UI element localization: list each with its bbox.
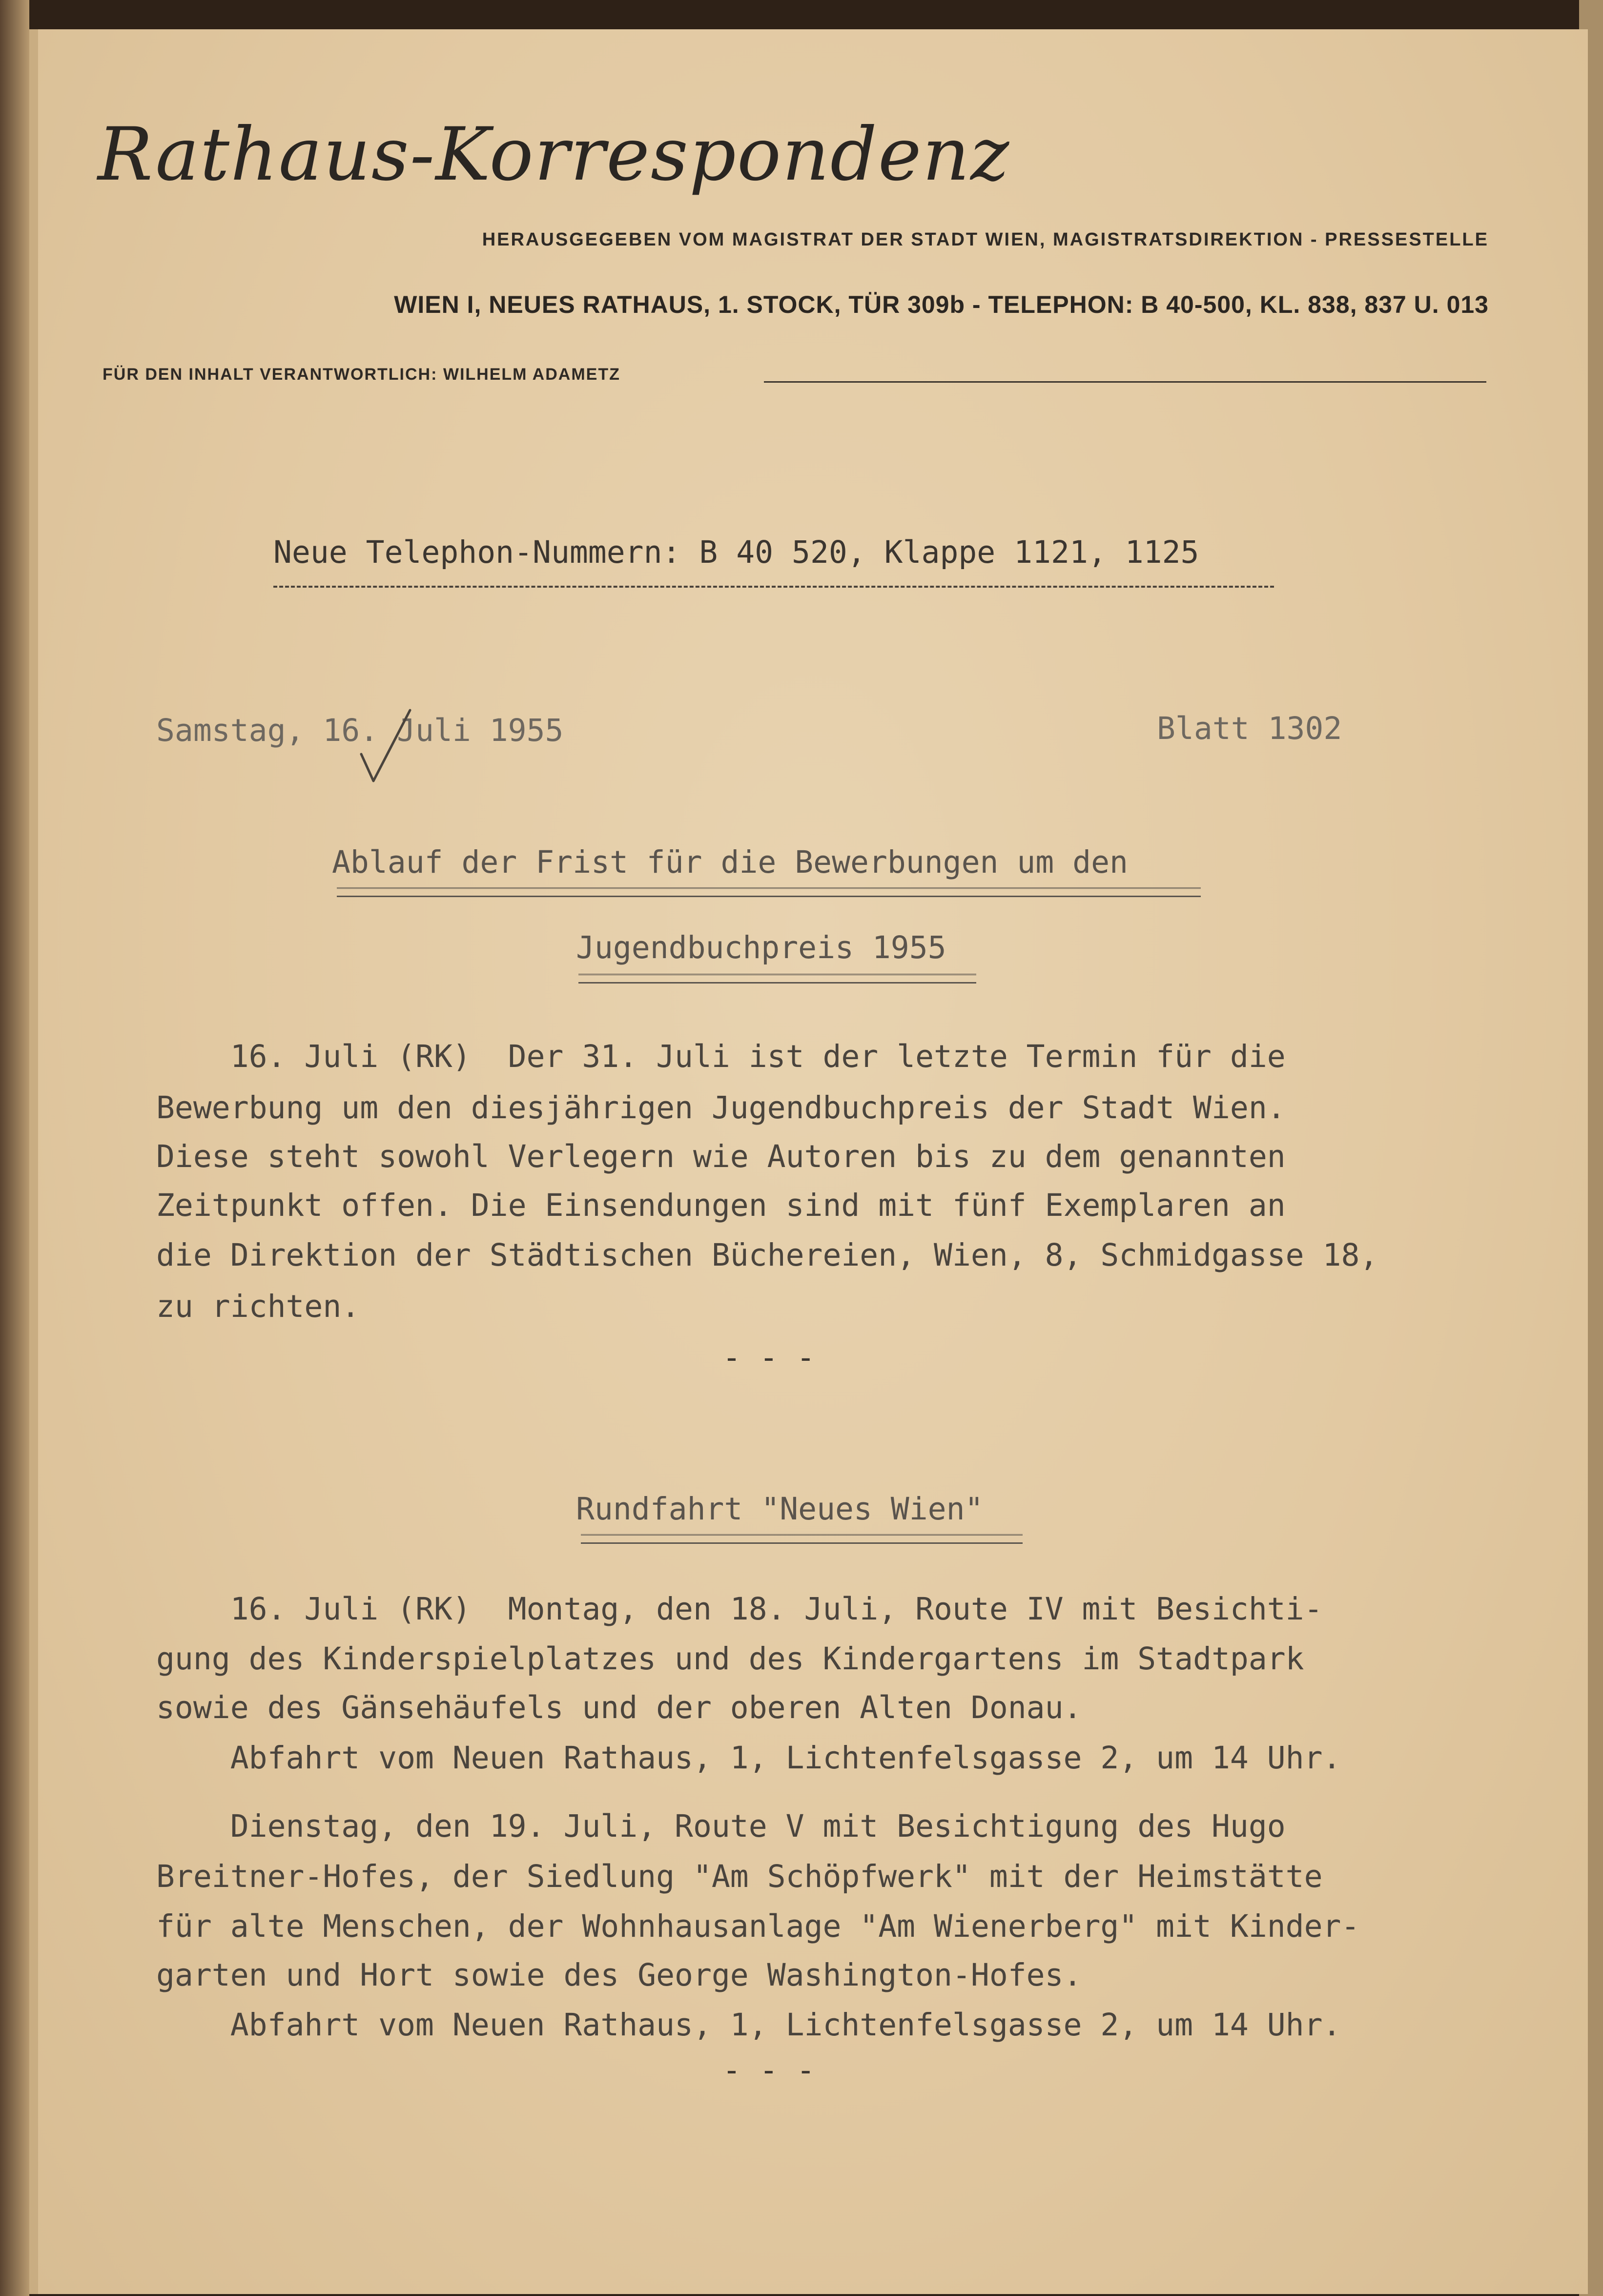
article2-line: 16. Juli (RK) Montag, den 18. Juli, Route IV mit Besichti- xyxy=(156,1591,1323,1627)
publisher-line: HERAUSGEGEBEN VOM MAGISTRAT DER STADT WIEN, MAGISTRATSDIREKTION - PRESSESTELLE xyxy=(482,229,1489,250)
article2-line: Abfahrt vom Neuen Rathaus, 1, Lichtenfelsgasse 2, um 14 Uhr. xyxy=(156,2007,1341,2043)
checkmark-icon xyxy=(359,708,412,786)
article1-heading-line2: Jugendbuchpreis 1955 xyxy=(576,930,946,965)
notice-underline xyxy=(273,586,1274,588)
article2-line: Dienstag, den 19. Juli, Route V mit Besichtigung des Hugo xyxy=(156,1808,1286,1844)
article1-line: die Direktion der Städtischen Büchereien, Wien, 8, Schmidgasse 18, xyxy=(156,1237,1378,1273)
book-spine xyxy=(0,0,29,2296)
article2-heading-rule xyxy=(581,1534,1023,1544)
article1-heading-line1: Ablauf der Frist für die Bewerbungen um den xyxy=(332,844,1128,880)
article2-line: für alte Menschen, der Wohnhausanlage "Am Wienerberg" mit Kinder- xyxy=(156,1908,1360,1944)
article1-heading-rule1 xyxy=(337,887,1201,897)
article2-separator: - - - xyxy=(722,2052,815,2088)
letterhead-rule xyxy=(764,381,1486,383)
article1-line: Diese steht sowohl Verlegern wie Autoren bis zu dem genannten xyxy=(156,1139,1286,1174)
article1-line: Bewerbung um den diesjährigen Jugendbuchpreis der Stadt Wien. xyxy=(156,1090,1286,1126)
article2-line: gung des Kinderspielplatzes und des Kindergartens im Stadtpark xyxy=(156,1641,1304,1677)
masthead-title: Rathaus-Korrespondenz xyxy=(98,112,1010,197)
responsible-editor: FÜR DEN INHALT VERANTWORTLICH: WILHELM ADAMETZ xyxy=(103,365,620,384)
phone-notice: Neue Telephon-Nummern: B 40 520, Klappe 1121, 1125 xyxy=(273,534,1199,570)
article1-line: zu richten. xyxy=(156,1289,360,1324)
article2-line: garten und Hort sowie des George Washington-Hofes. xyxy=(156,1957,1082,1993)
article2-line: Breitner-Hofes, der Siedlung "Am Schöpfwerk" mit der Heimstätte xyxy=(156,1859,1323,1894)
article2-line: Abfahrt vom Neuen Rathaus, 1, Lichtenfelsgasse 2, um 14 Uhr. xyxy=(156,1740,1341,1776)
article1-heading-rule2 xyxy=(578,974,976,984)
dateline: Samstag, 16. Juli 1955 xyxy=(156,713,564,748)
article2-line: sowie des Gänsehäufels und der oberen Alten Donau. xyxy=(156,1690,1082,1725)
article2-heading: Rundfahrt "Neues Wien" xyxy=(576,1491,984,1527)
sheet-number: Blatt 1302 xyxy=(1157,711,1342,746)
article1-line: Zeitpunkt offen. Die Einsendungen sind mit fünf Exemplaren an xyxy=(156,1188,1286,1223)
article1-line: 16. Juli (RK) Der 31. Juli ist der letzte Termin für die xyxy=(156,1039,1286,1074)
article1-separator: - - - xyxy=(722,1340,815,1375)
address-line: WIEN I, NEUES RATHAUS, 1. STOCK, TÜR 309b - TELEPHON: B 40-500, KL. 838, 837 U. 013 xyxy=(394,291,1489,318)
